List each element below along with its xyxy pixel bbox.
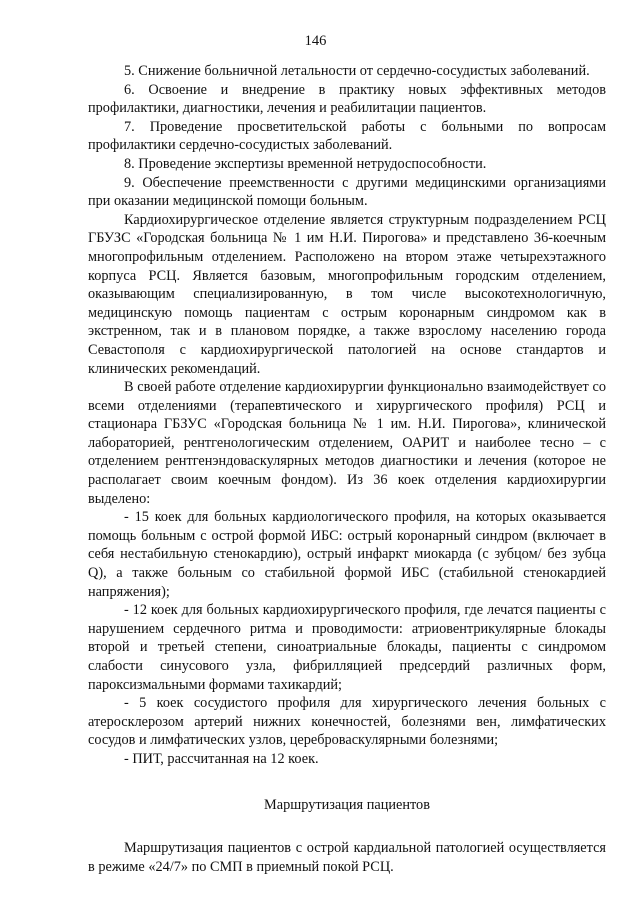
bed-allocation-cardiosurgery: - 12 коек для больных кардиохирургического профиля, где лечатся пациенты с нарушением сердечного ритма и проводимости: атриовентрикулярные блокады второй и третьей степени, синоатриальные блокады, пациенты с синдромом слабости синусового узла, фибрилляцией предсердий различных форм, пароксизмальными формами тахикардий; — [88, 602, 606, 693]
bed-allocation-vascular: - 5 коек сосудистого профиля для хирургического лечения больных с атеросклерозом артерий нижних конечностей, болезнями вен, лимфатических сосудов и лимфатических узлов, цереброваскулярными болезнями; — [88, 695, 606, 749]
list-item-6: 6. Освоение и внедрение в практику новых эффективных методов профилактики, диагностики, лечения и реабилитации пациентов. — [88, 81, 606, 117]
bed-allocation-cardiology: - 15 коек для больных кардиологического профиля, на которых оказывается помощь больным с острой формой ИБС: острый коронарный синдром (включает в себя нестабильную стенокардию), острый инфаркт миокарда (с зубцом/ без зубца Q), а также больным со стабильной формой ИБС (стабильной стенокардией напряжения); — [88, 509, 606, 600]
bed-allocation-icu: - ПИТ, рассчитанная на 12 коек. — [124, 750, 319, 767]
list-item-7: 7. Проведение просветительской работы с больными по вопросам профилактики сердечно-сосудистых заболеваний. — [88, 118, 606, 154]
section-heading: Маршрутизация пациентов — [264, 796, 430, 813]
list-item-8: 8. Проведение экспертизы временной нетрудоспособности. — [124, 155, 487, 172]
department-description-paragraph: Кардиохирургическое отделение является структурным подразделением РСЦ ГБУЗС «Городская больница № 1 им Н.И. Пирогова» и представлено 36-коечным многопрофильным отделением. Расположено на втором этаже четырехэтажного корпуса РСЦ. Является базовым, многопрофильным городским отделением, оказывающим специализированную, в том числе высокотехнологичную, медицинскую помощь пациентам с острым коронарным синдромом как в экстренном, так и в плановом порядке, а также взрослому населению города Севастополя с кардиохирургической патологией на основе стандартов и клинических рекомендаций. — [88, 211, 606, 377]
routing-paragraph: Маршрутизация пациентов с острой кардиальной патологией осуществляется в режиме «24/7» по СМП в приемный покой РСЦ. — [88, 840, 606, 875]
list-item-5: 5. Снижение больничной летальности от сердечно-сосудистых заболеваний. — [124, 63, 590, 79]
interaction-paragraph: В своей работе отделение кардиохирургии функционально взаимодействует со всеми отделениями (терапевтического и хирургического профиля) РСЦ и стационара ГБЗУС «Городская больница № 1 им. Н.И. Пирогова», клинической лабораторией, рентгенологическим отделением, ОАРИТ и наиболее тесно – с отделением рентгенэндоваскулярных методов диагностики и лечения (которое не располагает своим коечным фондом). Из 36 коек отделения кардиохирургии выделено: — [88, 379, 606, 507]
page-body — [88, 62, 606, 876]
page-number: 146 — [304, 33, 327, 49]
list-item-9: 9. Обеспечение преемственности с другими медицинскими организациями при оказании медицинской помощи больным. — [88, 174, 606, 210]
